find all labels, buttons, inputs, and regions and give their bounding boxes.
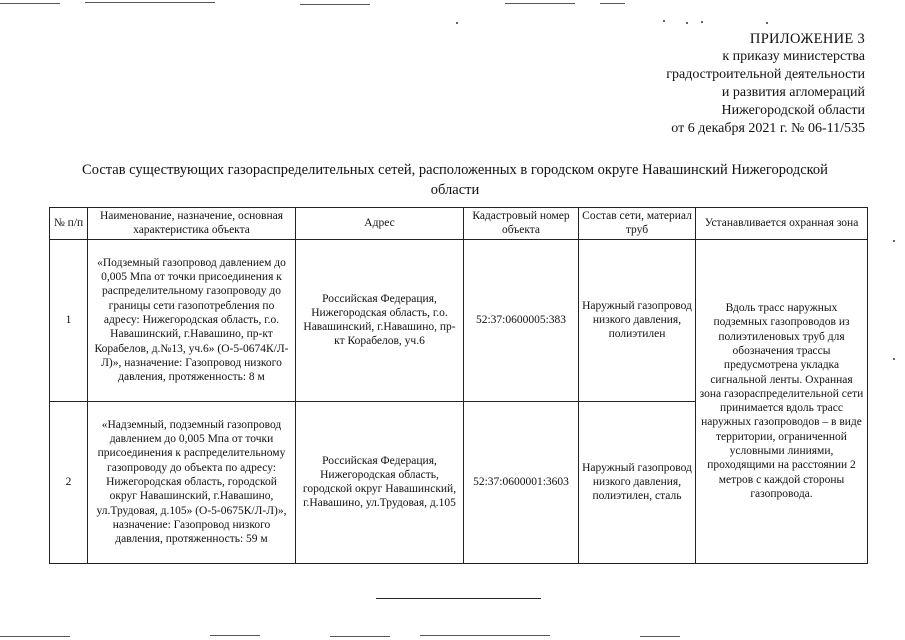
gas-network-table — [49, 207, 868, 564]
footer-rule — [376, 598, 541, 599]
row-name: «Подземный газопровод давлением до 0,005 Мпа от точки присоединения к распределительному газопроводу до границы сети газопотребления по адресу: Нижегородская область, г.о. Навашинский, г.Навашино, пр-кт Корабелов, д.№13, уч.6» (О-5-0674К/Л-Л)», назначение: Газопровод низкого давления, протяженность: 8 м — [88, 239, 296, 401]
row-address: Российская Федерация, Нижегородская область, г.о. Навашинский, г.Навашино, пр-кт Корабелов, уч.6 — [296, 239, 464, 401]
scan-artifact-dot — [893, 358, 895, 360]
row-cadastral: 52:37:0600005:383 — [464, 239, 579, 401]
row-num: 1 — [50, 239, 88, 401]
appendix-line: Нижегородской области — [721, 103, 865, 118]
appendix-title: ПРИЛОЖЕНИЕ 3 — [749, 31, 865, 47]
scan-artifact-line — [330, 636, 390, 637]
scan-artifact-line — [0, 636, 70, 637]
header-name: Наименование, назначение, основная характеристика объекта — [88, 208, 296, 240]
scan-artifact-dot — [701, 21, 703, 23]
table-header-row — [50, 208, 868, 240]
scan-artifact-line — [300, 4, 370, 5]
row-network: Наружный газопровод низкого давления, полиэтилен, сталь — [579, 401, 696, 563]
appendix-line: к приказу министерства — [722, 49, 865, 64]
row-num: 2 — [50, 401, 88, 563]
scan-artifact-line — [600, 3, 625, 4]
scan-artifact-line — [85, 2, 215, 3]
scan-artifact-line — [210, 635, 260, 636]
row-cadastral: 52:37:0600001:3603 — [464, 401, 579, 563]
appendix-block — [565, 30, 865, 138]
scan-artifact-line — [420, 635, 550, 636]
appendix-line: градостроительной деятельности — [666, 67, 865, 82]
document-title-line: Состав существующих газораспределительных сетей, расположенных в городском округе Навашинский Нижегородской — [82, 162, 828, 178]
scan-artifact-line — [505, 3, 575, 4]
scan-artifact-dot — [663, 20, 665, 22]
appendix-line: и развития агломераций — [721, 85, 865, 100]
header-cadastral: Кадастровый номер объекта — [464, 208, 579, 240]
header-network: Состав сети, материал труб — [579, 208, 696, 240]
row-network: Наружный газопровод низкого давления, полиэтилен — [579, 239, 696, 401]
row-address: Российская Федерация, Нижегородская область, городской округ Навашинский, г.Навашино, ул.Трудовая, д.105 — [296, 401, 464, 563]
scan-artifact-dot — [893, 240, 895, 242]
scan-artifact-dot — [686, 22, 688, 24]
header-num: № п/п — [50, 208, 88, 240]
document-title-line: области — [430, 182, 480, 198]
table-row — [50, 239, 868, 401]
zone-cell: Вдоль трасс наружных подземных газопроводов из полиэтиленовых труб для обозначения трассы предусмотрена укладка сигнальной ленты. Охранная зона газораспределительной сети принимается вдоль трасс наружных газопроводов – в виде территории, ограниченной условными линиями, проходящими на расстоянии 2 метров с каждой стороны газопровода. — [696, 239, 868, 563]
appendix-line: от 6 декабря 2021 г. № 06-11/535 — [671, 121, 865, 136]
row-name: «Надземный, подземный газопровод давлением до 0,005 Мпа от точки присоединения к распределительному газопроводу до объекта по адресу: Нижегородская область, городской округ Навашинский, г.Навашино, ул.Трудовая, д.105» (О-5-0675К/Л-Л)», назначение: Газопровод низкого давления, протяженность: 59 м — [88, 401, 296, 563]
header-zone: Устанавливается охранная зона — [696, 208, 868, 240]
scan-artifact-dot — [456, 22, 458, 24]
header-address: Адрес — [296, 208, 464, 240]
scan-artifact-line — [640, 636, 680, 637]
scan-artifact-line — [0, 3, 60, 4]
document-title — [60, 160, 850, 200]
scan-artifact-dot — [766, 22, 768, 24]
